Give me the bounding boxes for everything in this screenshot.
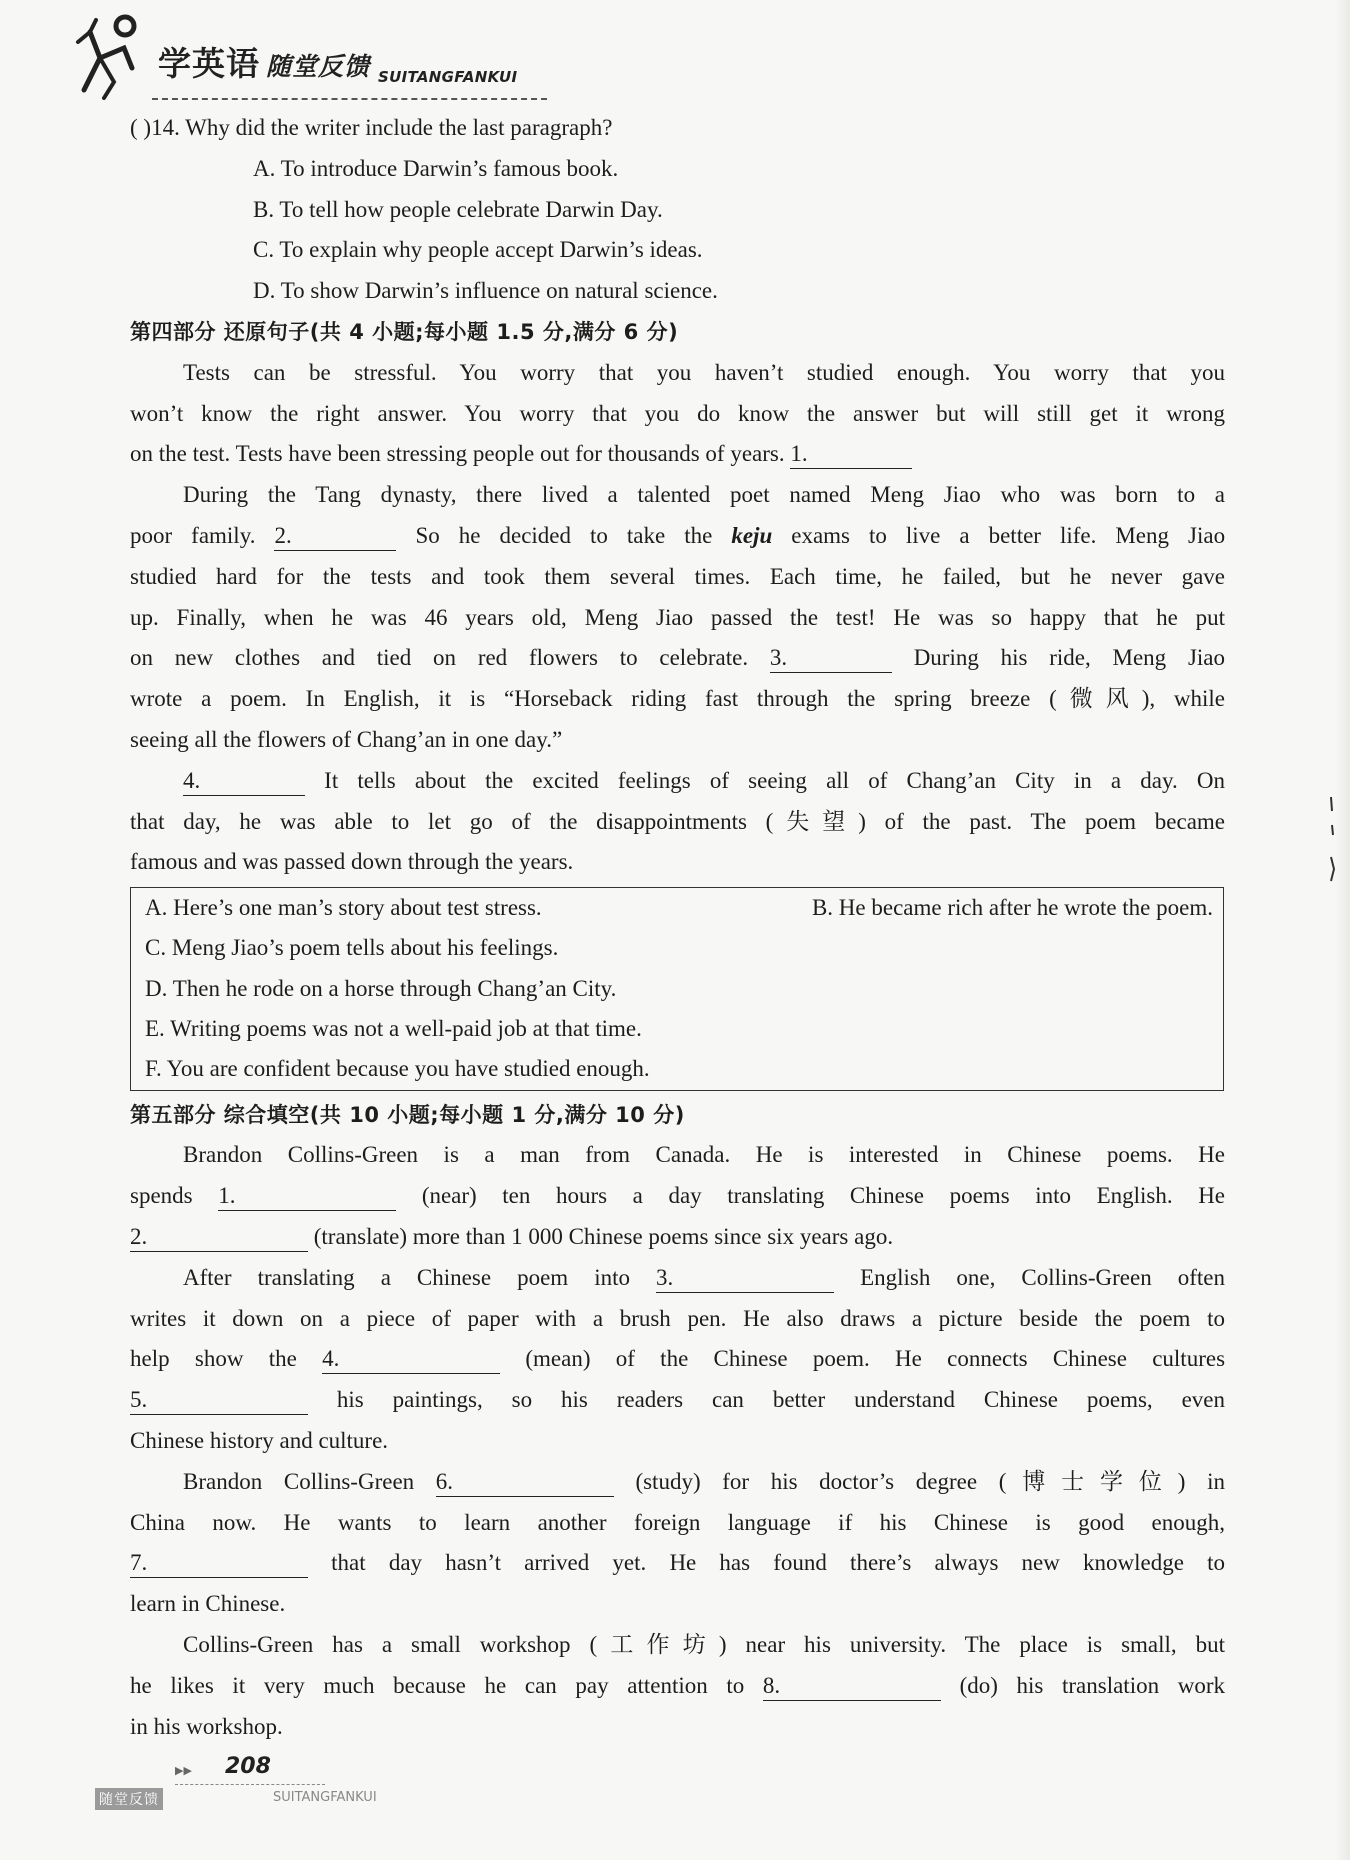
p5-text-line: 7. that day hasn’t arrived yet. He has found there’s always new knowledge to [130,1543,1225,1584]
q14-option-a: A. To introduce Darwin’s famous book. [253,155,619,181]
p5-text-line: in his workshop. [130,1713,283,1739]
part5-blank-2[interactable]: 2. [130,1225,308,1252]
p4-text-line: During the Tang dynasty, there lived a talented poet named Meng Jiao who was born to a [183,482,1225,508]
page-footer [95,1750,377,1810]
p4-text-line: seeing all the flowers of Chang’an in one day.” [130,726,563,752]
p5-text-line: help show the 4. (mean) of the Chinese poem. He connects Chinese cultures [130,1339,1225,1380]
footer-divider [175,1784,325,1785]
p5-text-line: he likes it very much because he can pay attention to 8. (do) his translation work [130,1666,1225,1707]
question-14-text: Why did the writer include the last paragraph? [185,115,613,140]
p5-text-line: spends 1. (near) ten hours a day translating Chinese poems into English. He [130,1176,1225,1217]
page-number: 208 [225,1754,271,1779]
binding-marks [1325,795,1339,885]
p5-text-line: 2. (translate) more than 1 000 Chinese poems since six years ago. [130,1217,1225,1258]
part5-blank-5[interactable]: 5. [130,1388,308,1415]
footer-pinyin: SUITANGFANKUI [273,1790,377,1805]
page-header [70,12,550,102]
p4-text-line: wrote a poem. In English, it is “Horseback riding fast through the spring breeze (微风), while [130,686,1225,712]
choices-box [130,887,1224,1090]
part4-blank-2[interactable]: 2. [274,524,396,551]
part5-blank-8[interactable]: 8. [763,1674,941,1701]
p5-text-line: Chinese history and culture. [130,1428,389,1453]
p5-text-line: writes it down on a piece of paper with a brush pen. He also draws a picture beside the poem to [130,1305,1225,1331]
choice-f: F. You are confident because you have studied enough. [145,1056,650,1082]
p4-text-line: poor family. 2. So he decided to take the keju exams to live a better life. Meng Jiao [130,516,1225,557]
part4-heading: 第四部分 还原句子(共 4 小题;每小题 1.5 分,满分 6 分) [130,319,679,344]
part5-blank-6[interactable]: 6. [436,1470,614,1497]
p5-text-line: 5. his paintings, so his readers can better understand Chinese poems, even [130,1380,1225,1421]
p4-text-line: on the test. Tests have been stressing people out for thousands of years. 1. [130,434,1225,475]
part5-blank-3[interactable]: 3. [656,1266,834,1293]
q14-option-c: C. To explain why people accept Darwin’s ideas. [253,237,703,263]
double-arrow-icon: ▶▶ [175,1764,192,1777]
question-14 [130,108,1225,149]
p4-text-line: that day, he was able to let go of the disappointments (失望) of the past. The poem became [130,808,1225,834]
p5-text-line: learn in Chinese. [130,1591,286,1617]
header-divider [152,98,547,100]
p5-text-line: Brandon Collins-Green is a man from Canada. He is interested in Chinese poems. He [183,1142,1225,1168]
part4-blank-3[interactable]: 3. [770,646,892,673]
part5-blank-7[interactable]: 7. [130,1551,308,1578]
page-content [130,108,1225,1747]
running-figure-logo-icon [70,12,160,102]
p4-text-line: studied hard for the tests and took them several times. Each time, he failed, but he never gave [130,563,1225,589]
p4-text-line: Tests can be stressful. You worry that you haven’t studied enough. You worry that you [183,359,1225,385]
q14-option-b: B. To tell how people celebrate Darwin Day. [253,196,663,222]
part5-heading: 第五部分 综合填空(共 10 小题;每小题 1 分,满分 10 分) [130,1102,685,1127]
choice-a: A. Here’s one man’s story about test stress. [145,895,542,921]
p4-text-line: won’t know the right answer. You worry that you do know the answer but will still get it wrong [130,400,1225,426]
q14-option-d: D. To show Darwin’s influence on natural science. [253,278,718,304]
part5-blank-1[interactable]: 1. [218,1184,396,1211]
p5-text-line: China now. He wants to learn another foreign language if his Chinese is good enough, [130,1509,1225,1535]
choice-e: E. Writing poems was not a well-paid job at that time. [145,1016,642,1042]
p4-text-line: on new clothes and tied on red flowers to celebrate. 3. During his ride, Meng Jiao [130,638,1225,679]
p5-text-line: Collins-Green has a small workshop (工作坊) near his university. The place is small, but [183,1631,1225,1657]
p5-text-line: After translating a Chinese poem into 3. English one, Collins-Green often [130,1258,1225,1299]
header-title: 学英语 随堂反馈 [158,44,371,83]
choice-d: D. Then he rode on a horse through Chang’an City. [145,975,617,1001]
p4-text-line: 4. It tells about the excited feelings of seeing all of Chang’an City in a day. On [130,761,1225,802]
footer-label: 随堂反馈 [95,1788,163,1810]
p4-text-line: famous and was passed down through the years. [130,849,574,875]
p5-text-line: Brandon Collins-Green 6. (study) for his doctor’s degree (博士学位) in [130,1462,1225,1503]
choice-b: B. He became rich after he wrote the poem. [811,895,1213,921]
answer-paren[interactable]: ( )14. [130,115,180,140]
page-edge [1336,0,1350,1860]
p4-text-line: up. Finally, when he was 46 years old, Meng Jiao passed the test! He was so happy that he put [130,604,1225,630]
part4-blank-4[interactable]: 4. [183,769,305,796]
part4-blank-1[interactable]: 1. [790,442,912,469]
choice-row [145,888,1213,928]
header-subtitle: 随堂反馈 [266,52,371,81]
choice-c: C. Meng Jiao’s poem tells about his feelings. [145,935,559,961]
header-pinyin: SUITANGFANKUI [378,68,518,86]
part5-blank-4[interactable]: 4. [322,1347,500,1374]
